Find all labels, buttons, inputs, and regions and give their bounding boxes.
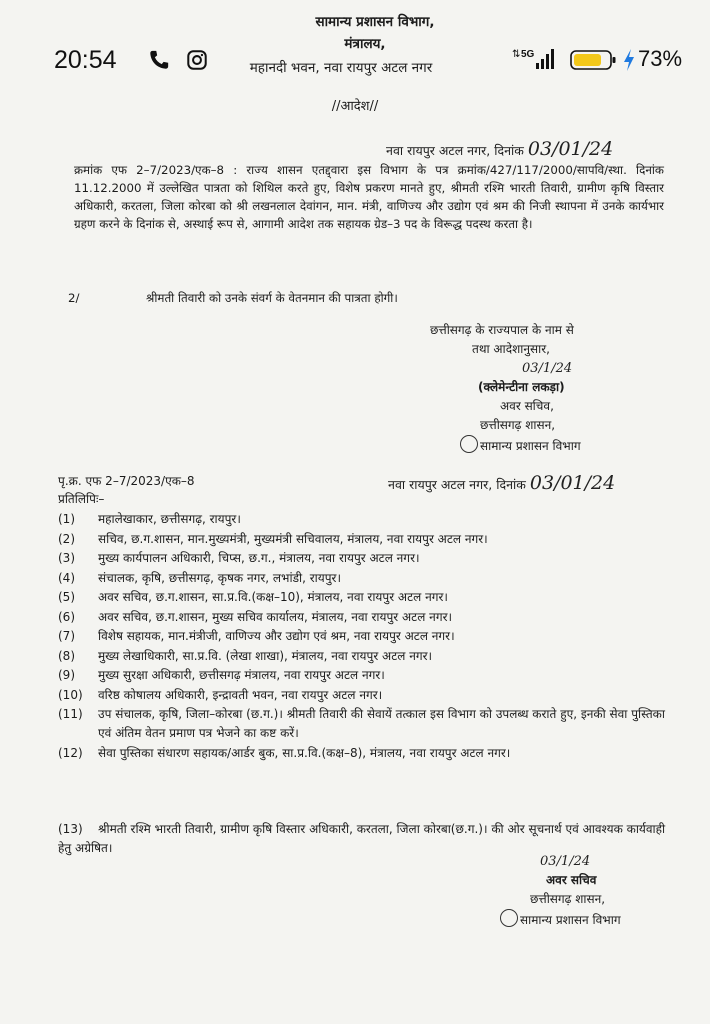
signature-block-2 xyxy=(520,852,621,930)
signatory-name: (क्लेमेन्टीना लकड़ा) xyxy=(478,380,565,394)
copy-dateline xyxy=(388,472,615,494)
copy-item xyxy=(58,510,668,529)
status-bar xyxy=(0,40,710,82)
signatory-designation: अवर सचिव, xyxy=(500,399,554,413)
copy-item-text: मुख्य कार्यपालन अधिकारी, चिप्स, छ.ग., मंत्रालय, नवा रायपुर अटल नगर। xyxy=(98,551,420,565)
signatory-dept-2: सामान्य प्रशासन विभाग xyxy=(500,909,621,930)
copy-item xyxy=(58,686,668,705)
signatory-govt-2: छत्तीसगढ़ शासन, xyxy=(530,892,606,906)
signature-block-1 xyxy=(430,321,581,456)
seal-icon xyxy=(460,435,478,453)
signature-initials: 03/1/24 xyxy=(522,361,573,376)
copy-item-number: (5) xyxy=(58,590,75,604)
phone-icon xyxy=(148,49,170,71)
seal-icon xyxy=(500,909,518,927)
charging-icon xyxy=(622,48,636,72)
order-title: //आदेश// xyxy=(331,99,379,114)
copy-item xyxy=(58,530,668,549)
battery-icon xyxy=(570,49,618,71)
copy-item-number: (9) xyxy=(58,668,75,682)
copy-item xyxy=(58,608,668,627)
copy-item-number: (11) xyxy=(58,707,83,721)
copy-item xyxy=(58,588,668,607)
copy-item-text: सेवा पुस्तिका संधारण सहायक/आर्डर बुक, सा.प्र.वि.(कक्ष–8), मंत्रालय, नवा रायपुर अटल नगर। xyxy=(98,745,511,760)
network-type: 5G xyxy=(521,49,535,60)
battery-percent: 73% xyxy=(638,46,683,71)
copy-item-text: संचालक, कृषि, छत्तीसगढ़, कृषक नगर, लभांडी, रायपुर। xyxy=(98,570,341,585)
copy-item-number: (8) xyxy=(58,648,75,663)
by-order-line: तथा आदेशानुसार, xyxy=(472,342,550,356)
copy-item-number: (10) xyxy=(58,687,83,702)
copy-item xyxy=(58,744,668,763)
copy-item-number: (1) xyxy=(58,512,75,526)
governor-order-line: छत्तीसगढ़ के राज्यपाल के नाम से xyxy=(430,323,574,337)
paragraph-2-text: श्रीमती तिवारी को उनके संवर्ग के वेतनमान की पात्रता होगी। xyxy=(146,291,398,305)
copy-item-text: सचिव, छ.ग.शासन, मान.मुख्यमंत्री, मुख्यमंत्री सचिवालय, मंत्रालय, नवा रायपुर अटल नगर। xyxy=(98,531,488,546)
signatory-govt: छत्तीसगढ़ शासन, xyxy=(480,418,556,432)
order-date-handwritten: 03/01/24 xyxy=(527,138,614,160)
copy-item-text: मुख्य लेखाधिकारी, सा.प्र.वि. (लेखा शाखा), मंत्रालय, नवा रायपुर अटल नगर। xyxy=(98,648,433,663)
copy-item xyxy=(58,666,668,685)
department-heading: सामान्य प्रशासन विभाग, xyxy=(315,14,435,30)
copy-item xyxy=(58,549,668,568)
status-time: 20:54 xyxy=(54,46,117,74)
signal-icon xyxy=(512,46,556,72)
signatory-dept: सामान्य प्रशासन विभाग xyxy=(460,435,581,456)
copy-item xyxy=(58,627,668,646)
copy-item-number: (2) xyxy=(58,531,75,546)
copy-item-number: (3) xyxy=(58,551,75,565)
copy-item-text: मुख्य सुरक्षा अधिकारी, छत्तीसगढ़ मंत्रालय, नवा रायपुर अटल नगर। xyxy=(98,668,385,682)
copy-place-date-label: नवा रायपुर अटल नगर, दिनांक xyxy=(388,477,526,492)
ministry-heading: मंत्रालय, xyxy=(344,36,386,52)
address-heading: महानदी भवन, नवा रायपुर अटल नगर xyxy=(249,60,433,76)
order-place-date-label: नवा रायपुर अटल नगर, दिनांक xyxy=(386,143,524,158)
copy-reference: पृ.क्र. एफ 2–7/2023/एक–8 xyxy=(58,474,195,488)
copy-item-text: महालेखाकार, छत्तीसगढ़, रायपुर। xyxy=(98,512,241,526)
copy-item-number: (4) xyxy=(58,570,75,585)
copies-label: प्रतिलिपिः– xyxy=(58,492,105,506)
order-dateline xyxy=(386,138,613,160)
signatory-designation-2: अवर सचिव xyxy=(546,873,597,887)
instagram-icon xyxy=(186,49,208,71)
copy-list xyxy=(58,510,668,763)
copy-item-text: विशेष सहायक, मान.मंत्रीजी, वाणिज्य और उद्योग एवं श्रम, नवा रायपुर अटल नगर। xyxy=(98,629,455,643)
copy-date-handwritten: 03/01/24 xyxy=(529,472,616,494)
copy-item-text: अवर सचिव, छ.ग.शासन, मुख्य सचिव कार्यालय, मंत्रालय, नवा रायपुर अटल नगर। xyxy=(98,609,453,624)
copy-item-text: अवर सचिव, छ.ग.शासन, सा.प्र.वि.(कक्ष–10), मंत्रालय, नवा रायपुर अटल नगर। xyxy=(98,590,448,604)
order-paragraph-2 xyxy=(68,289,658,307)
copy-item-text: उप संचालक, कृषि, जिला–कोरबा (छ.ग.)। श्रीमती तिवारी की सेवायें तत्काल इस विभाग को उपलब्ध कराते हुए, इनकी सेवा पुस्तिका एवं अंतिम वेतन प्रमाण पत्र भेजने का कष्ट करें। xyxy=(98,707,665,740)
copy-item xyxy=(58,569,668,588)
copy-item-number: (6) xyxy=(58,609,75,624)
signature-initials-2: 03/1/24 xyxy=(540,854,591,869)
copy-item xyxy=(58,647,668,666)
copy-item-number: (7) xyxy=(58,629,75,643)
copy-item-text: श्रीमती रश्मि भारती तिवारी, ग्रामीण कृषि विस्तार अधिकारी, करतला, जिला कोरबा(छ.ग.)। की ओर सूचनार्थ एवं आवश्यक कार्यवाही हेतु अग्रेषित। xyxy=(58,822,666,855)
copy-item-number: (13) xyxy=(58,822,83,836)
copy-item-number: (12) xyxy=(58,745,83,760)
copy-item-text: वरिष्ठ कोषालय अधिकारी, इन्द्रावती भवन, नवा रायपुर अटल नगर। xyxy=(98,687,383,702)
order-paragraph-1: क्रमांक एफ 2–7/2023/एक–8 : राज्य शासन एतद्द्वारा इस विभाग के पत्र क्रमांक/427/117/2000/सापवि/स्था. दिनांक 11.12.2000 में उल्लेखित पात्रता को शिथिल करते हुए, विशेष प्रकरण मानते हुए, श्रीमती रश्मि भारती तिवारी, ग्रामीण कृषि विस्तार अधिकारी, करतला, जिला कोरबा को श्री लखनलाल देवांगन, मान. मंत्री, वाणिज्य और उद्योग एवं श्रम की निजी स्थापना में उनके कार्यभार ग्रहण करने के दिनांक से, अस्थाई रूप से, आगामी आदेश तक सहायक ग्रेड–3 पद के विरूद्ध पदस्थ करता है। xyxy=(74,163,664,231)
paragraph-2-number: 2/ xyxy=(68,291,80,305)
svg-text:⇅: ⇅ xyxy=(512,49,521,60)
copy-item xyxy=(58,705,668,743)
